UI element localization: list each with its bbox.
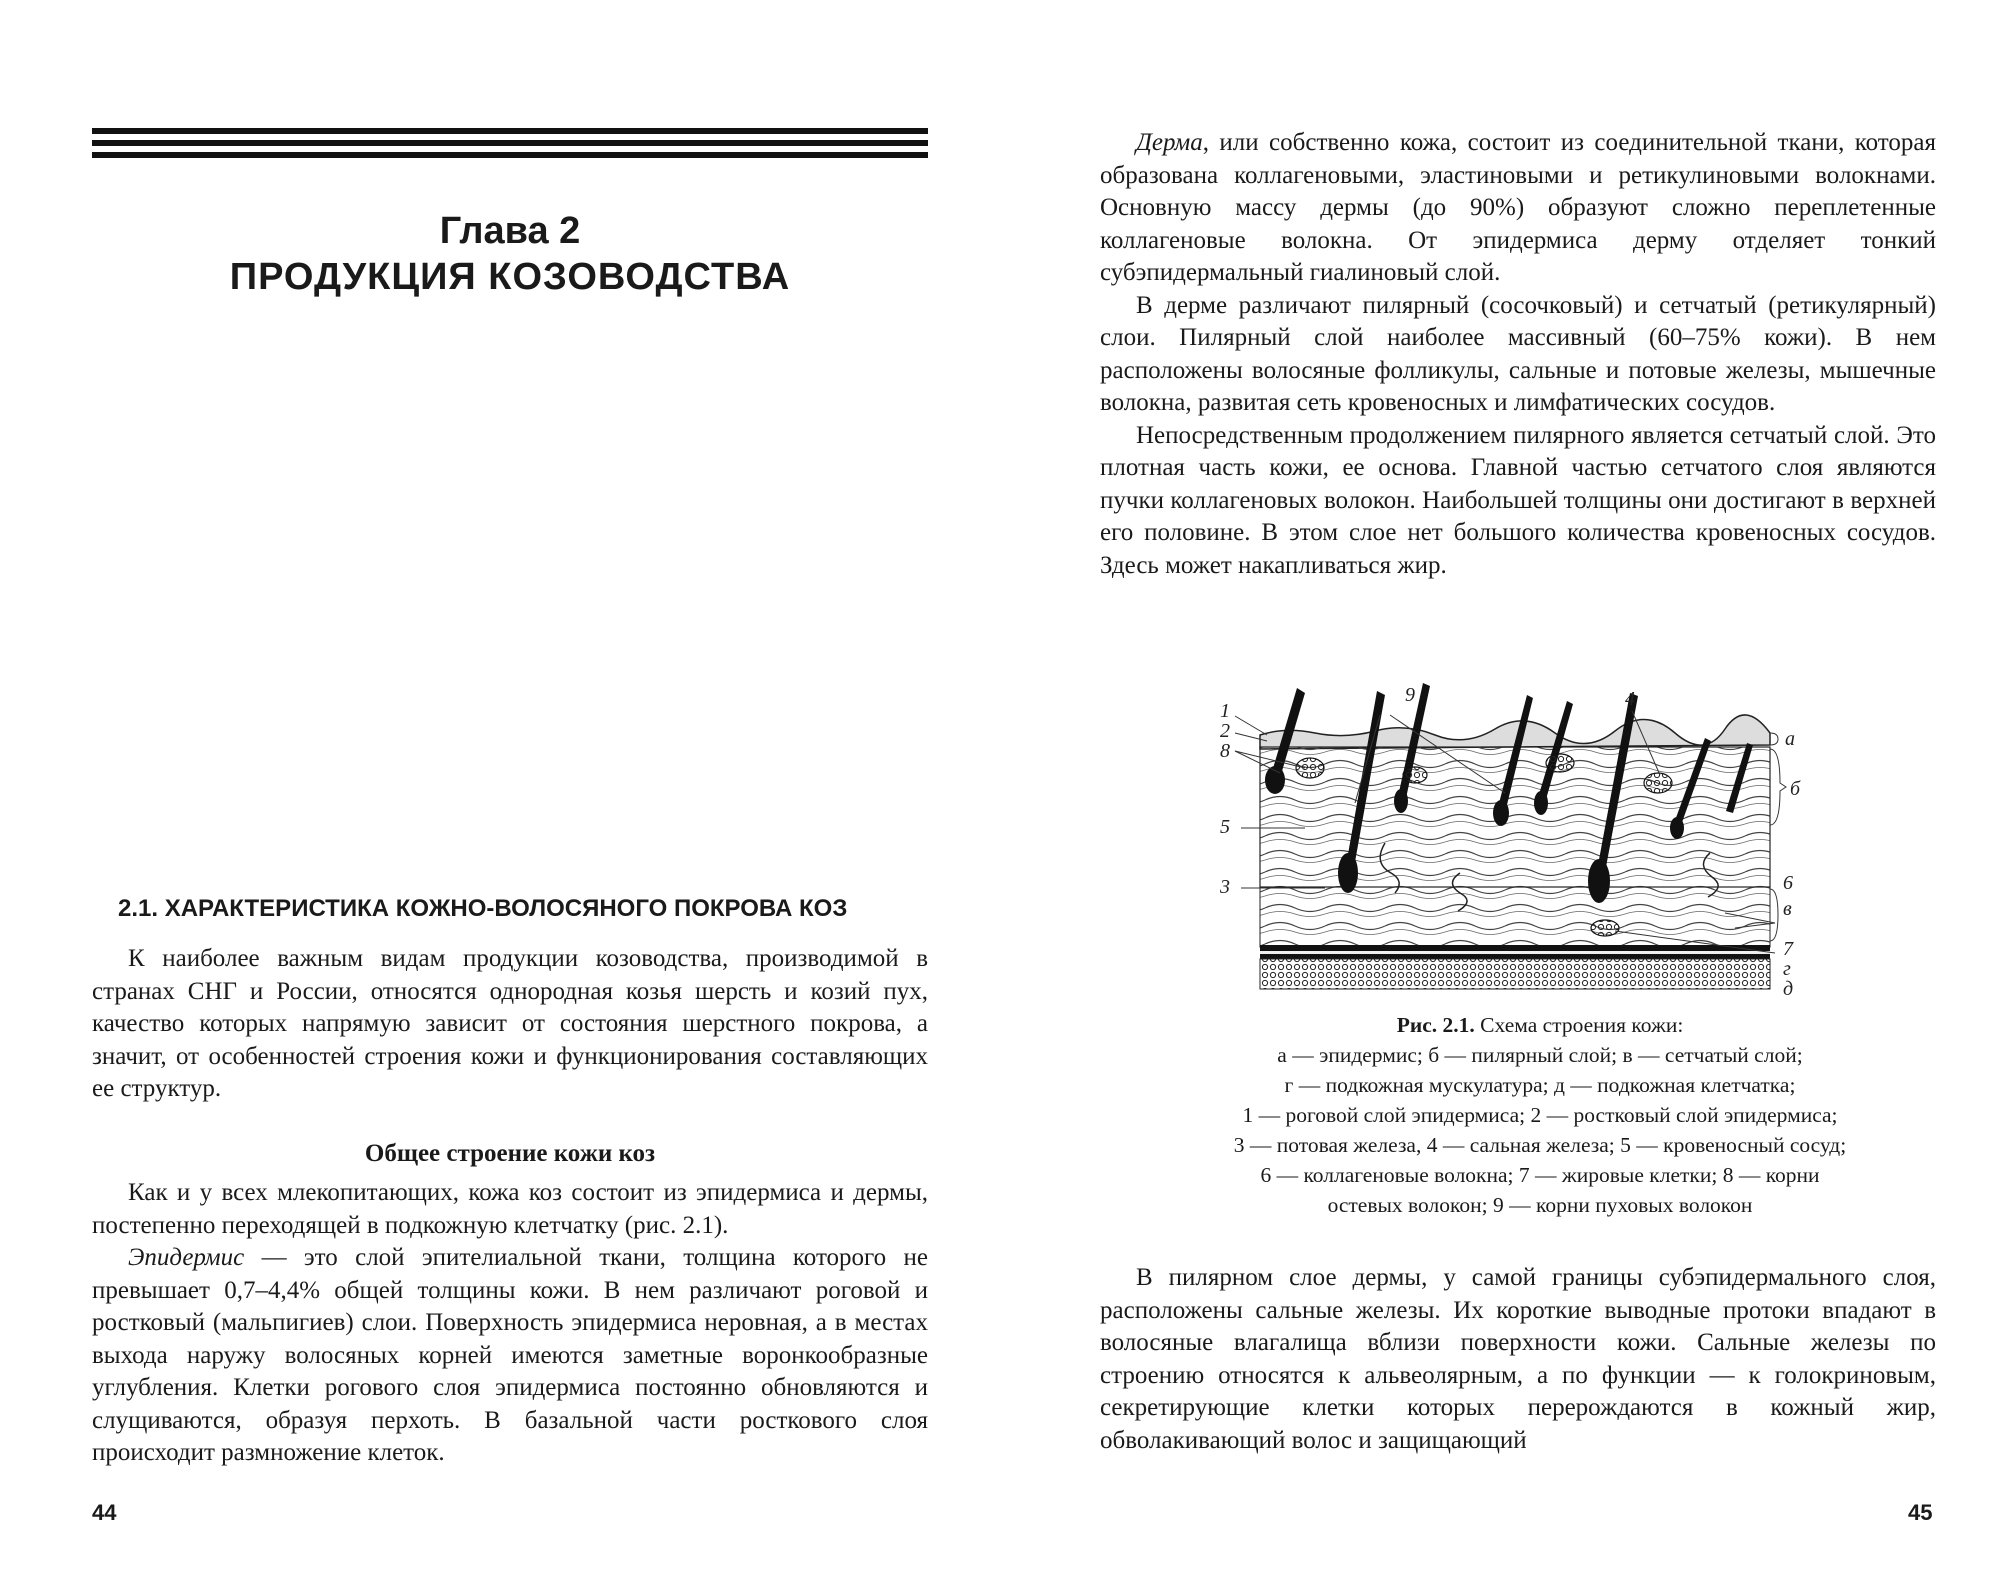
svg-text:в: в bbox=[1783, 898, 1792, 920]
intro-text bbox=[92, 943, 928, 1106]
caption-label: Рис. 2.1. bbox=[1396, 1013, 1475, 1037]
svg-text:д: д bbox=[1783, 978, 1794, 998]
figure-caption bbox=[1150, 1010, 1930, 1220]
intro-paragraph: К наиболее важным видам продукции козоводства, производимой в странах СНГ и России, относятся однородная козья шерсть и козий пух, качество которых напрямую зависит от состояния шерстного покрова, а значит, от особенностей строения кожи и функционирования составляющих ее структур. bbox=[92, 945, 928, 1102]
section-heading: 2.1. ХАРАКТЕРИСТИКА КОЖНО-ВОЛОСЯНОГО ПОКРОВА КОЗ bbox=[118, 895, 848, 922]
skin-structure-figure bbox=[1205, 683, 1805, 998]
svg-text:3: 3 bbox=[1220, 876, 1230, 898]
paragraph: В пилярном слое дермы, у самой границы субэпидермального слоя, расположены сальные железы. Их короткие выводные протоки впадают в волосяные влагалища вблизи поверхности кожи. Сальные железы по строению относятся к альвеолярным, а по функции — к голокриновым, секретирующие клетки которых перерождаются в кожный жир, обволакивающий волос и защищающий bbox=[1100, 1264, 1936, 1454]
subheading: Общее строение кожи коз bbox=[364, 1140, 656, 1167]
paragraph: Дерма, или собственно кожа, состоит из соединительной ткани, которая образована коллагеновыми, эластиновыми и ретикулиновыми волокнами. Основную массу дермы (до 90%) образуют сложно переплетенные коллагеновые волокна. От эпидермиса дерму отделяет тонкий субэпидермальный гиалиновый слой. bbox=[1100, 129, 1936, 286]
caption-heading bbox=[1150, 1010, 1930, 1040]
chapter-rule-lines bbox=[92, 128, 928, 164]
svg-text:9: 9 bbox=[1405, 684, 1415, 706]
caption-line: г — подкожная мускулатура; д — подкожная клетчатка; bbox=[1284, 1073, 1796, 1097]
term: Эпидермис bbox=[128, 1244, 245, 1271]
svg-text:1: 1 bbox=[1220, 700, 1230, 722]
right-body-text-bottom bbox=[1100, 1262, 1936, 1457]
svg-text:7: 7 bbox=[1783, 938, 1793, 960]
caption-line: 6 — коллагеновые волокна; 7 — жировые клетки; 8 — корни bbox=[1260, 1163, 1820, 1187]
term: Дерма bbox=[1136, 129, 1203, 156]
chapter-number: Глава 2 bbox=[439, 210, 581, 252]
svg-text:4: 4 bbox=[1625, 688, 1635, 710]
paragraph: Как и у всех млекопитающих, кожа коз состоит из эпидермиса и дермы, постепенно переходящей в подкожную клетчатку (рис. 2.1). bbox=[92, 1179, 928, 1239]
svg-text:2: 2 bbox=[1220, 720, 1230, 742]
svg-text:6: 6 bbox=[1783, 872, 1793, 894]
caption-title: Схема строения кожи: bbox=[1474, 1013, 1684, 1037]
left-body-text bbox=[92, 1177, 928, 1470]
caption-line: 1 — роговой слой эпидермиса; 2 — ростковый слой эпидермиса; bbox=[1242, 1103, 1838, 1127]
svg-text:8: 8 bbox=[1220, 740, 1230, 762]
svg-text:г: г bbox=[1783, 958, 1791, 980]
right-body-text-top bbox=[1100, 127, 1936, 582]
paragraph: В дерме различают пилярный (сосочковый) и сетчатый (ретикулярный) слои. Пилярный слой наиболее массивный (60–75% кожи). В нем расположены волосяные фолликулы, сальные и потовые железы, мышечные волокна, развитая сеть кровеносных и лимфатических сосудов. bbox=[1100, 291, 1936, 416]
paragraph: Эпидермис — это слой эпителиальной ткани, толщина которого не превышает 0,7–4,4% общей толщины кожи. В нем различают роговой и ростковый (мальпигиев) слои. Поверхность эпидермиса неровная, а в местах выхода наружу волосяных корней имеются заметные воронкообразные углубления. Клетки рогового слоя эпидермиса постоянно обновляются и слущиваются, образуя перхоть. В базальной части росткового слоя происходит размножение клеток. bbox=[92, 1244, 928, 1466]
svg-text:б: б bbox=[1790, 778, 1801, 800]
caption-line: остевых волокон; 9 — корни пуховых волокон bbox=[1327, 1193, 1753, 1217]
page-number-left: 44 bbox=[92, 1500, 117, 1525]
caption-line: 3 — потовая железа, 4 — сальная железа; 5 — кровеносный сосуд; bbox=[1233, 1133, 1847, 1157]
subcutaneous-layer bbox=[1260, 959, 1770, 989]
reticular-layer bbox=[1260, 887, 1770, 947]
caption-line: а — эпидермис; б — пилярный слой; в — сетчатый слой; bbox=[1277, 1043, 1803, 1067]
svg-text:а: а bbox=[1785, 728, 1795, 750]
page-number-right: 45 bbox=[1908, 1500, 1933, 1525]
chapter-title: ПРОДУКЦИЯ КОЗОВОДСТВА bbox=[229, 256, 791, 298]
svg-text:5: 5 bbox=[1220, 816, 1230, 838]
paragraph: Непосредственным продолжением пилярного является сетчатый слой. Это плотная часть кожи, ее основа. Главной частью сетчатого слоя являются пучки коллагеновых волокон. Наибольшей толщины они достигают в верхней его половине. В этом слое нет большого количества кровеносных сосудов. Здесь может накапливаться жир. bbox=[1100, 421, 1936, 579]
